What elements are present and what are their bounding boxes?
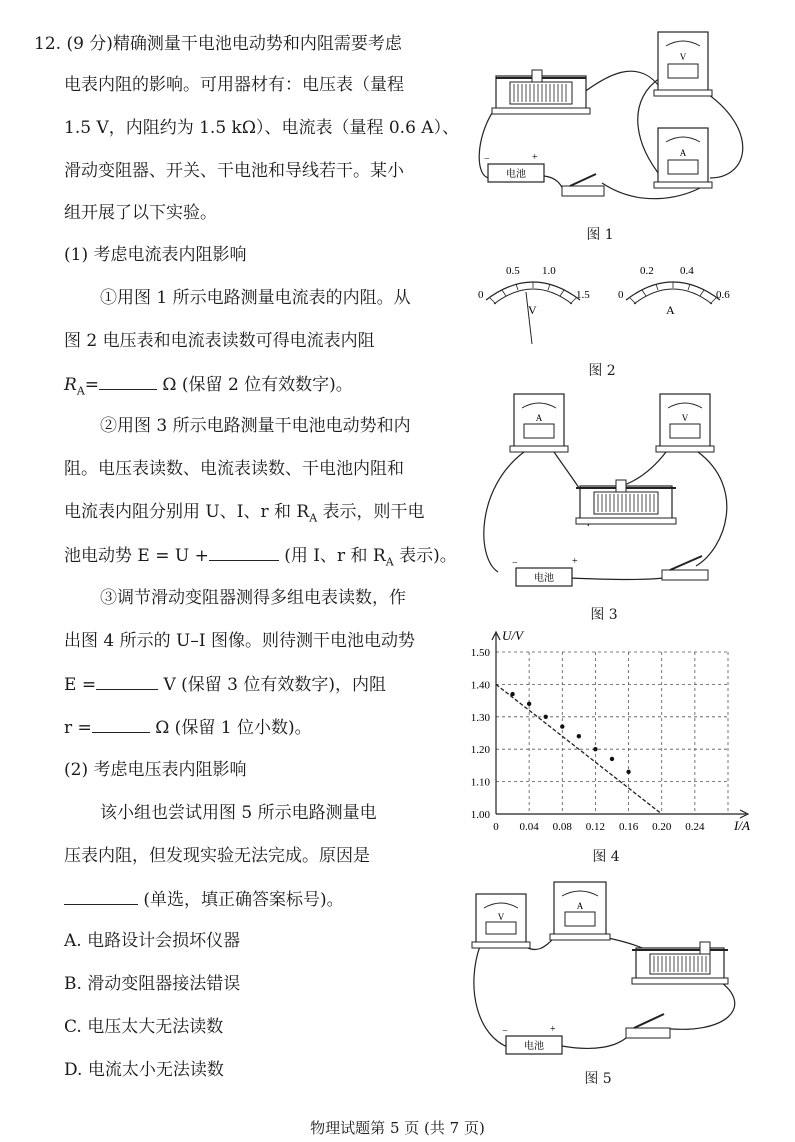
wire xyxy=(484,452,524,572)
p1-line-3 xyxy=(64,373,353,402)
p3-line-3-b: V (保留 3 位有效数字)，内阻 xyxy=(163,675,387,695)
figure-4-ui-chart xyxy=(456,622,776,842)
switch xyxy=(662,556,708,580)
data-point xyxy=(626,770,630,774)
voltmeter-needle xyxy=(526,292,532,344)
wire xyxy=(562,1038,626,1048)
battery-label: 电池 xyxy=(534,573,554,584)
p2-line-3-sub: A xyxy=(309,511,318,525)
q2-line-2: 压表内阻，但发现实验无法完成。原因是 xyxy=(64,846,370,866)
answer-blank-choice[interactable] xyxy=(64,888,138,905)
part1-title: (1) 考虑电流表内阻影响 xyxy=(64,245,247,265)
wire xyxy=(570,578,664,580)
voltmeter xyxy=(472,894,530,948)
battery-plus: + xyxy=(532,152,538,163)
v-unit: V xyxy=(528,303,537,317)
wire xyxy=(696,452,727,566)
x-tick-label: 0.16 xyxy=(618,821,639,833)
data-point xyxy=(544,715,548,719)
battery-minus: − xyxy=(484,154,490,165)
data-point xyxy=(577,734,581,738)
p2-line-1: ②用图 3 所示电路测量干电池电动势和内 xyxy=(100,416,411,436)
battery xyxy=(512,556,578,586)
y-tick-label: 1.50 xyxy=(470,647,490,659)
chart-x-label: I/A xyxy=(734,818,750,833)
rheostat xyxy=(576,480,676,524)
figure-5-circuit xyxy=(466,876,766,1076)
ra-symbol: R xyxy=(64,375,77,395)
y-tick-label: 1.10 xyxy=(470,776,490,789)
data-point xyxy=(560,724,564,728)
question-points: (9 分) xyxy=(66,34,113,54)
x-tick-label: 0.12 xyxy=(585,821,606,833)
battery xyxy=(502,1024,562,1054)
p3-line-3 xyxy=(64,673,386,696)
y-tick-label: 1.40 xyxy=(470,679,490,692)
y-tick-label: 1.30 xyxy=(470,711,490,724)
chart-y-label: U/V xyxy=(502,628,523,643)
option-b: B. 滑动变阻器接法错误 xyxy=(64,974,241,994)
battery-label: 电池 xyxy=(506,169,526,180)
wire xyxy=(662,980,735,1029)
battery-plus: + xyxy=(572,556,578,567)
p3-line-2: 出图 4 所示的 U–I 图像。则待测干电池电动势 xyxy=(64,631,415,651)
figure-4-caption: 图 4 xyxy=(592,849,620,865)
stem-line-3: 1.5 V，内阻约为 1.5 kΩ）、电流表（量程 0.6 A）、 xyxy=(64,118,460,138)
p3-line-4 xyxy=(64,716,312,739)
p2-line-4-sub: A xyxy=(385,555,394,569)
figure-2-caption: 图 2 xyxy=(588,363,616,379)
battery-plus: + xyxy=(550,1024,556,1035)
voltmeter xyxy=(656,394,714,452)
voltmeter-dial xyxy=(478,265,590,344)
answer-blank-r[interactable] xyxy=(92,716,150,733)
x-tick-label: 0.20 xyxy=(652,821,672,833)
battery-label: 电池 xyxy=(524,1041,544,1052)
option-a: A. 电路设计会损坏仪器 xyxy=(64,931,241,951)
stem-line-4: 滑动变阻器、开关、干电池和导线若干。某小 xyxy=(64,161,404,181)
data-point xyxy=(510,692,514,696)
y-tick-label: 1.00 xyxy=(470,809,490,821)
meter-label: V xyxy=(497,912,505,922)
y-tick-label: 1.20 xyxy=(470,744,490,757)
chart-grid xyxy=(496,652,728,814)
p3-line-3-a: E = xyxy=(64,675,97,695)
q2-line-3 xyxy=(64,888,344,911)
part2-title: (2) 考虑电压表内阻影响 xyxy=(64,760,247,780)
v-tick-label: 1.0 xyxy=(542,265,556,277)
ammeter-dial xyxy=(618,265,730,317)
v-tick-label: 0 xyxy=(478,289,484,301)
p2-line-3-b: 表示，则干电 xyxy=(317,502,425,522)
battery-minus: − xyxy=(512,558,518,569)
answer-blank-e[interactable] xyxy=(96,673,158,690)
p1-line-2: 图 2 电压表和电流表读数可得电流表内阻 xyxy=(64,331,375,351)
page-footer: 物理试题第 5 页 (共 7 页) xyxy=(310,1119,485,1137)
meter-label: V xyxy=(679,52,687,62)
q2-line-3-text: (单选，填正确答案标号)。 xyxy=(143,890,344,910)
battery xyxy=(484,152,544,182)
data-point xyxy=(527,702,531,706)
chart-ticks xyxy=(471,647,705,833)
a-tick-label: 0.6 xyxy=(716,289,730,301)
p3-line-4-b: Ω (保留 1 位小数)。 xyxy=(155,718,312,738)
figure-5-caption: 图 5 xyxy=(584,1071,612,1087)
meter-label: A xyxy=(576,901,584,911)
stem-line-5: 组开展了以下实验。 xyxy=(64,203,217,223)
battery-minus: − xyxy=(502,1026,508,1037)
data-point xyxy=(593,747,597,751)
a-tick-label: 0.4 xyxy=(680,265,694,277)
x-tick-label: 0.08 xyxy=(552,821,572,833)
answer-blank-emf[interactable] xyxy=(209,544,279,561)
data-point xyxy=(610,757,614,761)
option-d: D. 电流太小无法读数 xyxy=(64,1060,224,1080)
rheostat xyxy=(492,70,590,114)
a-tick-label: 0.2 xyxy=(640,265,654,277)
option-c: C. 电压太大无法读数 xyxy=(64,1017,224,1037)
figure-2-dials xyxy=(468,258,768,354)
p2-line-4-c: 表示)。 xyxy=(393,546,457,566)
p2-line-4-a: 池电动势 E = U + xyxy=(64,546,209,566)
figure-3-caption: 图 3 xyxy=(590,607,618,623)
p2-line-3-a: 电流表内阻分别用 U、I、r 和 R xyxy=(64,502,310,522)
x-tick-label: 0 xyxy=(493,821,499,833)
figure-1-circuit xyxy=(470,28,770,218)
p1-line-3-tail: Ω (保留 2 位有效数字)。 xyxy=(162,375,353,395)
a-tick-label: 0 xyxy=(618,289,624,301)
figure-3-circuit xyxy=(476,388,776,594)
meter-label: V xyxy=(681,413,689,423)
meter-label: A xyxy=(535,413,543,423)
meter-label: A xyxy=(679,148,687,158)
q2-line-1: 该小组也尝试用图 5 所示电路测量电 xyxy=(100,803,377,823)
question-number: 12. xyxy=(34,34,62,54)
v-tick-label: 1.5 xyxy=(576,289,590,301)
voltmeter xyxy=(654,32,712,96)
x-tick-label: 0.04 xyxy=(519,821,539,833)
a-unit: A xyxy=(666,303,675,317)
p1-line-1: ①用图 1 所示电路测量电流表的内阻。从 xyxy=(100,288,411,308)
stem-line-2: 电表内阻的影响。可用器材有：电压表（量程 xyxy=(64,75,404,95)
ammeter xyxy=(510,394,568,452)
ammeter xyxy=(550,882,610,940)
p2-line-4-b: (用 I、r 和 R xyxy=(278,546,386,566)
ammeter xyxy=(654,128,712,188)
v-tick-label: 0.5 xyxy=(506,265,520,277)
question-header xyxy=(34,33,402,55)
p3-line-4-a: r = xyxy=(64,718,92,738)
chart-points xyxy=(510,692,630,774)
figure-1-caption: 图 1 xyxy=(586,227,614,243)
x-tick-label: 0.24 xyxy=(685,821,705,833)
equals-sign: = xyxy=(84,375,100,395)
p3-line-1: ③调节滑动变阻器测得多组电表读数，作 xyxy=(100,588,406,608)
chart-axes xyxy=(492,632,748,818)
stem-line-1: 精确测量干电池电动势和内阻需要考虑 xyxy=(112,34,402,54)
p2-line-2: 阻。电压表读数、电流表读数、干电池内阻和 xyxy=(64,459,404,479)
rheostat xyxy=(632,942,728,984)
switch xyxy=(626,1014,670,1038)
ra-subscript: A xyxy=(76,384,85,398)
switch xyxy=(562,174,604,196)
answer-blank-ra[interactable] xyxy=(99,373,157,390)
p2-line-4 xyxy=(64,544,457,573)
p2-line-3 xyxy=(64,501,425,529)
